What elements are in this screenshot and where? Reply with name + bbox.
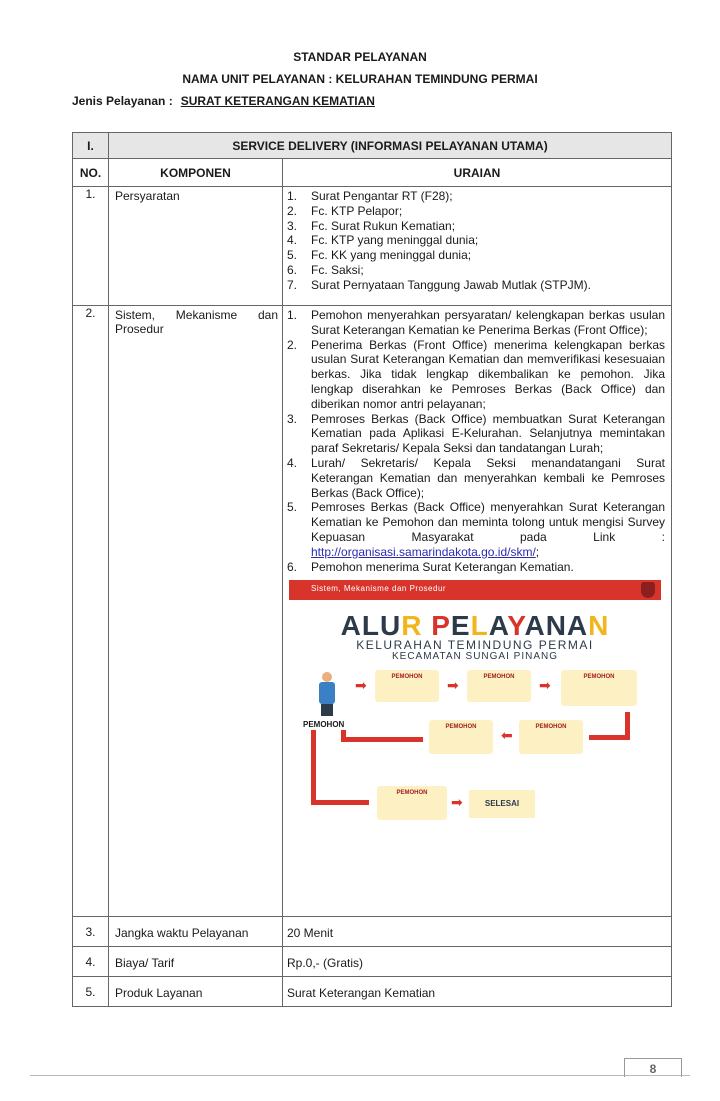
flow-step-box: PEMOHON bbox=[377, 786, 447, 820]
arrow-icon: ➡ bbox=[355, 677, 367, 694]
list-item: 2. Penerima Berkas (Front Office) menerima kelengkapan berkas usulan Surat Keterangan Kematian dan memverifikasi kesesuaian berkas. Jika tidak lengkap dikembalikan ke pemohon. Jika lengkap diserahkan ke Pemroses Berkas (Back Office) dan diberikan nomor antri pelayanan; bbox=[287, 337, 665, 411]
row-number: 5. bbox=[73, 977, 109, 1007]
list-item: 5. Pemroses Berkas (Back Office) menyerahkan Surat Keterangan Kematian ke Pemohon dan meminta tolong untuk mengisi Survey Kepuasan Masyarakat pada Link : http://organisasi.samarindakota.go.id/skm/; bbox=[287, 500, 665, 559]
table-row bbox=[73, 977, 672, 1007]
row-komponen: Produk Layanan bbox=[109, 977, 283, 1007]
arrow-icon: ⬅ bbox=[501, 727, 513, 744]
row-number: 3. bbox=[73, 917, 109, 947]
emblem-icon bbox=[641, 582, 655, 598]
flow-connector bbox=[341, 730, 346, 742]
list-item: 7. Surat Pernyataan Tanggung Jawab Mutlak (STPJM). bbox=[287, 277, 591, 292]
row-komponen: Biaya/ Tarif bbox=[109, 947, 283, 977]
col-header-uraian: URAIAN bbox=[283, 159, 672, 187]
flow-band: Sistem, Mekanisme dan Prosedur bbox=[289, 580, 661, 600]
row-komponen: Persyaratan bbox=[109, 187, 283, 306]
row-number: 1. bbox=[73, 187, 109, 306]
list-item: 5. Fc. KK yang meninggal dunia; bbox=[287, 248, 472, 263]
arrow-icon: ➡ bbox=[539, 677, 551, 694]
pemohon-label: PEMOHON bbox=[303, 720, 345, 730]
flow-step-box: PEMOHON bbox=[519, 720, 583, 754]
col-header-no: NO. bbox=[73, 159, 109, 187]
list-item: 1. Surat Pengantar RT (F28); bbox=[287, 189, 453, 203]
doc-title: STANDAR PELAYANAN bbox=[293, 50, 427, 64]
table-row bbox=[73, 917, 672, 947]
list-item: 3. Fc. Surat Rukun Kematian; bbox=[287, 218, 456, 233]
flow-step-box: PEMOHON bbox=[467, 670, 531, 702]
flow-connector bbox=[341, 737, 423, 742]
table-row bbox=[73, 947, 672, 977]
list-item: 3. Pemroses Berkas (Back Office) membuatkan Surat Keterangan Kematian pada Aplikasi E-Kelurahan. Selanjutnya memintakan paraf Sekretaris/ Kepala Seksi dan tandatangan Lurah; bbox=[287, 411, 665, 456]
service-type-value: SURAT KETERANGAN KEMATIAN bbox=[180, 94, 375, 108]
skm-link[interactable]: http://organisasi.samarindakota.go.id/skm/ bbox=[311, 544, 536, 559]
col-header-komponen: KOMPONEN bbox=[109, 159, 283, 187]
row-komponen: Sistem, Mekanisme dan Prosedur bbox=[109, 306, 283, 917]
table-row bbox=[73, 187, 672, 306]
flow-step-box: PEMOHON bbox=[429, 720, 493, 754]
row-uraian bbox=[283, 306, 672, 917]
list-item: 4. Lurah/ Sekretaris/ Kepala Seksi menandatangani Surat Keterangan Kematian dan menyerahkan kembali ke Pemroses Berkas (Back Office); bbox=[287, 455, 665, 500]
flow-subtitle-2: KECAMATAN SUNGAI PINANG bbox=[392, 651, 558, 663]
section-title: SERVICE DELIVERY (INFORMASI PELAYANAN UTAMA) bbox=[109, 133, 672, 159]
list-item: 4. Fc. KTP yang meninggal dunia; bbox=[287, 233, 479, 248]
arrow-icon: ➡ bbox=[451, 794, 463, 811]
list-item: 6. Pemohon menerima Surat Keterangan Kematian. bbox=[287, 559, 574, 574]
flow-step-box: PEMOHON bbox=[375, 670, 439, 702]
flow-connector bbox=[311, 730, 316, 804]
table-row bbox=[73, 306, 672, 917]
list-item: 1. Pemohon menyerahkan persyaratan/ kelengkapan berkas usulan Surat Keterangan Kematian ke Penerima Berkas (Front Office); bbox=[287, 308, 665, 337]
flow-connector bbox=[311, 800, 369, 805]
list-item: 2. Fc. KTP Pelapor; bbox=[287, 203, 403, 218]
row-uraian bbox=[283, 187, 672, 306]
unit-name: NAMA UNIT PELAYANAN : KELURAHAN TEMINDUNG PERMAI bbox=[182, 72, 538, 86]
row-uraian: Surat Keterangan Kematian bbox=[283, 977, 672, 1007]
row-number: 4. bbox=[73, 947, 109, 977]
flow-diagram bbox=[289, 580, 661, 832]
person-icon bbox=[317, 672, 337, 718]
flow-end-box: SELESAI bbox=[469, 790, 535, 818]
row-uraian: 20 Menit bbox=[283, 917, 672, 947]
list-item: 6. Fc. Saksi; bbox=[287, 262, 364, 277]
row-number: 2. bbox=[73, 306, 109, 917]
row-komponen: Jangka waktu Pelayanan bbox=[109, 917, 283, 947]
footer-divider bbox=[30, 1075, 690, 1076]
row-uraian: Rp.0,- (Gratis) bbox=[283, 947, 672, 977]
service-table bbox=[72, 132, 672, 1007]
section-number: I. bbox=[73, 133, 109, 159]
service-type bbox=[72, 94, 375, 108]
flow-connector bbox=[589, 735, 630, 740]
flow-title: ALUR PELAYANAN bbox=[340, 610, 610, 642]
page-number: 8 bbox=[624, 1058, 682, 1077]
flow-subtitle: KELURAHAN TEMINDUNG PERMAI bbox=[356, 638, 594, 653]
service-type-label: Jenis Pelayanan : bbox=[72, 94, 173, 108]
arrow-icon: ➡ bbox=[447, 677, 459, 694]
flow-step-box: PEMOHON bbox=[561, 670, 637, 706]
